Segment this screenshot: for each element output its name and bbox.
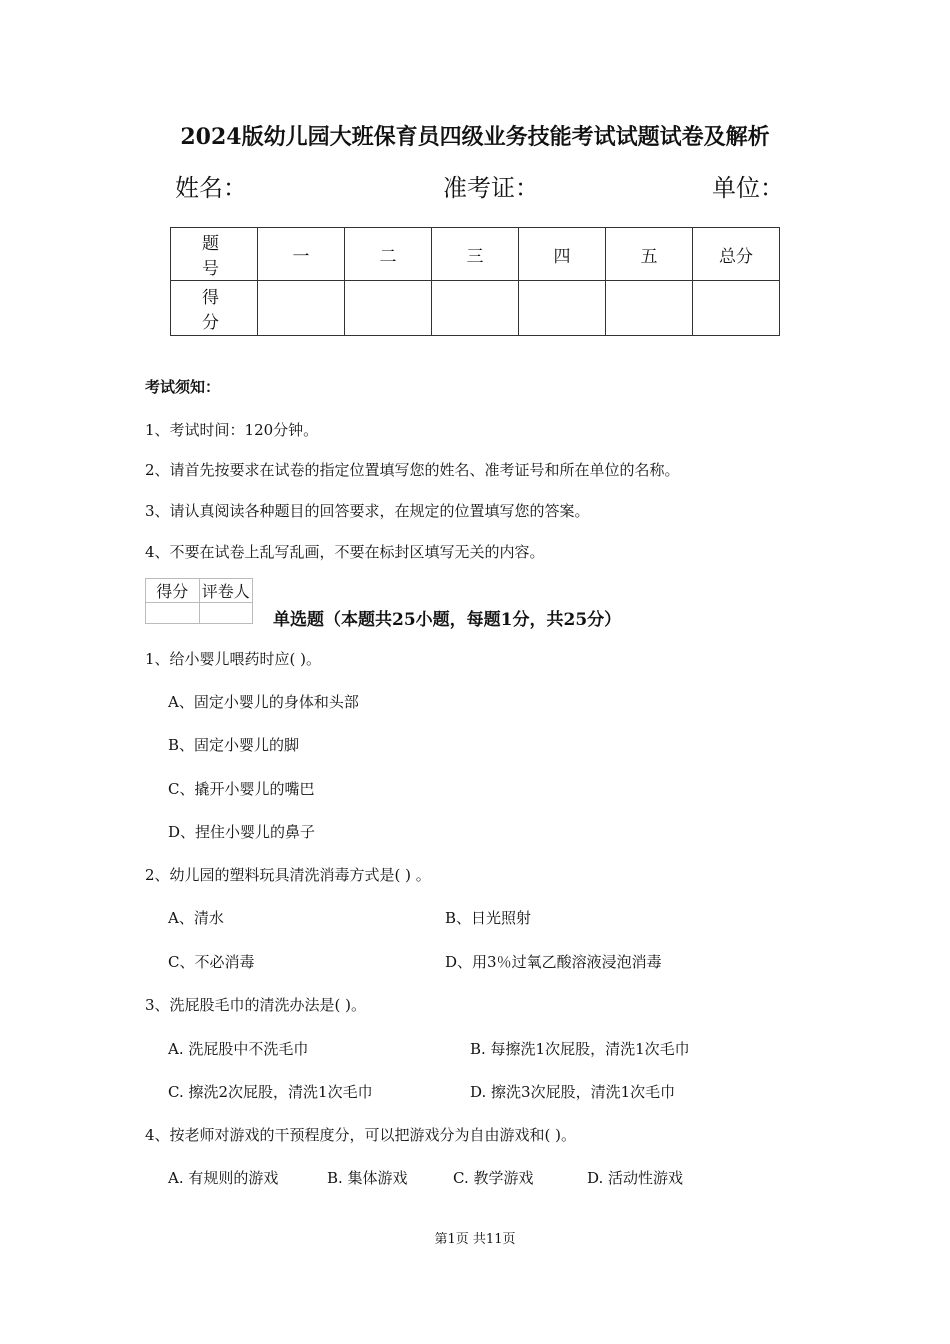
question-option: A、固定小婴儿的身体和头部 — [168, 693, 359, 711]
score-col-header: 一 — [258, 228, 345, 281]
grader-score-label: 得分 — [146, 579, 200, 603]
question-option: C、撬开小婴儿的嘴巴 — [168, 780, 315, 798]
score-col-header: 四 — [519, 228, 606, 281]
exam-id-field-label: 准考证： — [443, 174, 539, 202]
question-number-label: 题 号 — [171, 228, 258, 281]
notice-item: 1、考试时间：120分钟。 — [145, 421, 319, 439]
question-option: B、日光照射 — [445, 909, 532, 927]
score-col-header: 五 — [606, 228, 693, 281]
score-table-score-row — [171, 281, 780, 336]
question-option: B、固定小婴儿的脚 — [168, 736, 300, 754]
question-option: C. 教学游戏 — [453, 1169, 534, 1187]
question-stem: 4、按老师对游戏的干预程度分，可以把游戏分为自由游戏和( )。 — [145, 1126, 577, 1144]
question-option: C. 擦洗2次屁股，清洗1次毛巾 — [168, 1083, 373, 1101]
question-option: A. 洗屁股中不洗毛巾 — [168, 1040, 309, 1058]
score-cell — [606, 281, 693, 336]
score-table — [170, 227, 780, 336]
score-cell — [519, 281, 606, 336]
grader-reviewer-label: 评卷人 — [199, 579, 253, 603]
score-cell — [432, 281, 519, 336]
unit-field-label: 单位： — [712, 174, 784, 202]
score-cell — [258, 281, 345, 336]
score-col-header: 三 — [432, 228, 519, 281]
score-cell — [345, 281, 432, 336]
question-option: A. 有规则的游戏 — [168, 1169, 279, 1187]
grader-reviewer-cell — [199, 603, 253, 624]
page-title: 2024版幼儿园大班保育员四级业务技能考试试题试卷及解析 — [180, 124, 770, 150]
question-option: D. 活动性游戏 — [587, 1169, 684, 1187]
page-footer: 第1页 共11页 — [434, 1232, 516, 1247]
question-stem: 1、给小婴儿喂药时应( )。 — [145, 650, 322, 668]
notice-item: 3、请认真阅读各种题目的回答要求，在规定的位置填写您的答案。 — [145, 502, 590, 520]
question-stem: 2、幼儿园的塑料玩具清洗消毒方式是( ) 。 — [145, 866, 431, 884]
notice-title: 考试须知： — [145, 378, 221, 396]
grader-score-cell — [146, 603, 200, 624]
section-title: 单选题（本题共25小题，每题1分，共25分） — [273, 610, 622, 630]
question-option: D、用3％过氧乙酸溶液浸泡消毒 — [445, 953, 662, 971]
score-cell-total — [693, 281, 780, 336]
question-option: B. 集体游戏 — [327, 1169, 408, 1187]
score-col-header-total: 总分 — [693, 228, 780, 281]
question-option: C、不必消毒 — [168, 953, 255, 971]
question-option: A、清水 — [168, 909, 224, 927]
name-field-label: 姓名： — [175, 174, 247, 202]
score-table-header-row — [171, 228, 780, 281]
score-label: 得 分 — [171, 281, 258, 336]
notice-item: 2、请首先按要求在试卷的指定位置填写您的姓名、准考证号和所在单位的名称。 — [145, 461, 680, 479]
grader-box — [145, 578, 253, 624]
question-stem: 3、洗屁股毛巾的清洗办法是( )。 — [145, 996, 367, 1014]
question-option: D、捏住小婴儿的鼻子 — [168, 823, 316, 841]
question-option: B. 每擦洗1次屁股，清洗1次毛巾 — [470, 1040, 690, 1058]
question-option: D. 擦洗3次屁股，清洗1次毛巾 — [470, 1083, 676, 1101]
score-col-header: 二 — [345, 228, 432, 281]
notice-item: 4、不要在试卷上乱写乱画，不要在标封区填写无关的内容。 — [145, 543, 545, 561]
